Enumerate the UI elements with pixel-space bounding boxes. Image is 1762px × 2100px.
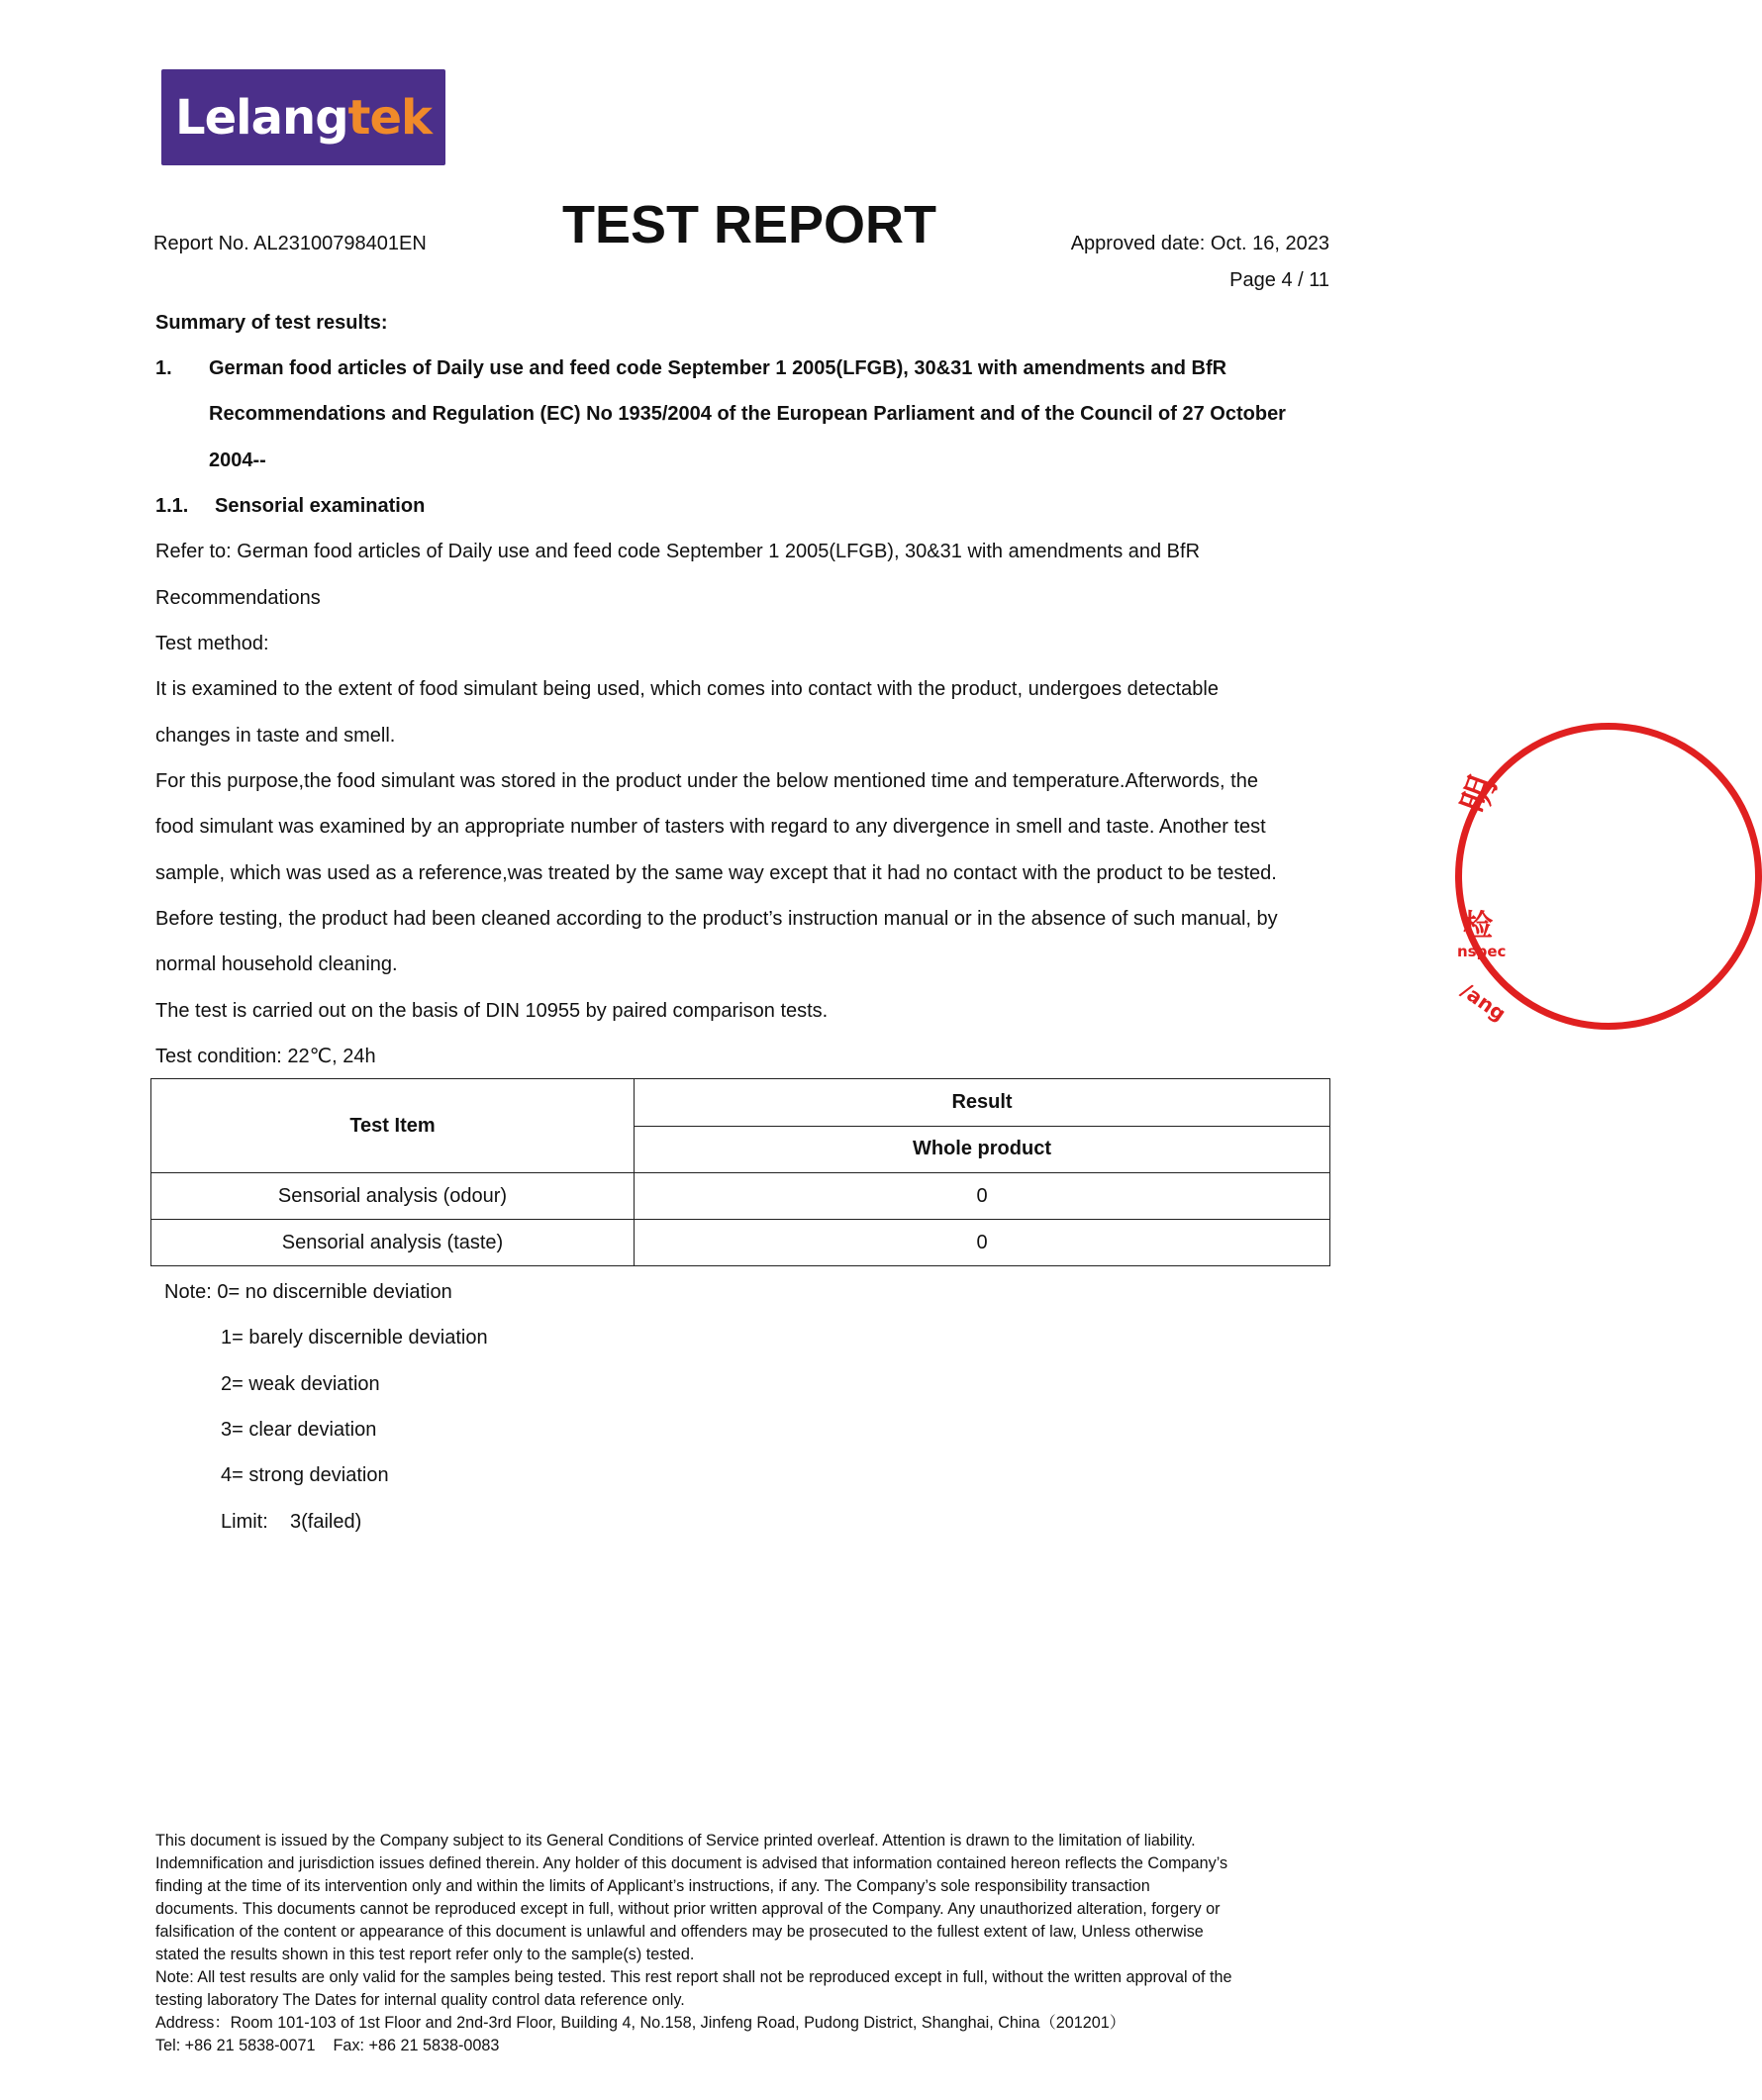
paragraph-line: It is examined to the extent of food simulant being used, which comes into contact with the product, undergoes detectable	[155, 678, 1219, 700]
note-line: Limit: 3(failed)	[221, 1511, 362, 1533]
footer-address: Address：Room 101-103 of 1st Floor and 2nd-3rd Floor, Building 4, No.158, Jinfeng Road, Pudong District, Shanghai, China（201201）	[155, 2014, 1126, 2032]
summary-heading: Summary of test results:	[155, 312, 388, 334]
table-row	[151, 1173, 1330, 1220]
subsection-title: Sensorial examination	[215, 495, 426, 517]
paragraph-line: Test method:	[155, 633, 269, 654]
footer-line: finding at the time of its intervention only and within the limits of Applicant’s instructions, if any. The Company’s sole responsibility transaction	[155, 1877, 1150, 1895]
row-item: Sensorial analysis (odour)	[151, 1173, 635, 1220]
footer-contact: Tel: +86 21 5838-0071 Fax: +86 21 5838-0083	[155, 2037, 500, 2054]
footer-line: Note: All test results are only valid for the samples being tested. This rest report shall not be reproduced except in full, without the written approval of the	[155, 1968, 1232, 1986]
section-title-line: Recommendations and Regulation (EC) No 1935/2004 of the European Parliament and of the Council of 27 October	[209, 403, 1286, 425]
header-test-item: Test Item	[151, 1079, 635, 1173]
company-logo	[161, 69, 445, 165]
company-seal	[1455, 723, 1762, 1030]
table-row	[151, 1220, 1330, 1266]
note-line: 1= barely discernible deviation	[221, 1327, 488, 1349]
note-line: Note: 0= no discernible deviation	[164, 1281, 452, 1303]
paragraph-line: Before testing, the product had been cleaned according to the product’s instruction manual or in the absence of such manual, by	[155, 908, 1278, 930]
footer-disclaimer	[155, 1830, 1338, 2057]
page-title: TEST REPORT	[562, 195, 937, 254]
logo-text-main: Lelang	[175, 89, 348, 146]
section-number: 1.	[155, 357, 172, 379]
paragraph-line: sample, which was used as a reference,was treated by the same way except that it had no contact with the product to be tested.	[155, 862, 1277, 884]
paragraph-line: changes in taste and smell.	[155, 725, 396, 747]
logo-text-accent: tek	[347, 89, 432, 146]
paragraph-line: The test is carried out on the basis of DIN 10955 by paired comparison tests.	[155, 1000, 829, 1022]
note-line: 4= strong deviation	[221, 1464, 389, 1486]
seal-char: 检	[1463, 909, 1493, 944]
footer-line: testing laboratory The Dates for internal quality control data reference only.	[155, 1991, 685, 2009]
approved-date: Approved date: Oct. 16, 2023	[1070, 233, 1329, 254]
report-number: Report No. AL23100798401EN	[153, 233, 427, 254]
paragraph-line: Recommendations	[155, 587, 321, 609]
subsection-number: 1.1.	[155, 495, 189, 517]
row-value: 0	[635, 1173, 1330, 1220]
logo-text	[175, 90, 432, 146]
paragraph-line: food simulant was examined by an appropriate number of tasters with regard to any divergence in smell and taste. Another test	[155, 816, 1266, 838]
paragraph-line: For this purpose,the food simulant was stored in the product under the below mentioned time and temperature.Afterwords, the	[155, 770, 1258, 792]
results-table	[150, 1078, 1330, 1266]
footer-line: stated the results shown in this test report refer only to the sample(s) tested.	[155, 1946, 695, 1963]
footer-line: This document is issued by the Company subject to its General Conditions of Service printed overleaf. Attention is drawn to the limitation of liability.	[155, 1832, 1196, 1850]
section-title-line: 2004--	[209, 450, 266, 471]
footer-line: Indemnification and jurisdiction issues defined therein. Any holder of this document is advised that information contained hereon reflects the Company’s	[155, 1854, 1228, 1872]
table-header-row	[151, 1079, 1330, 1127]
page-number: Page 4 / 11	[1229, 269, 1329, 291]
footer-line: documents. This documents cannot be reproduced except in full, without prior written approval of the Company. Any unauthorized alteration, forgery or	[155, 1900, 1221, 1918]
paragraph-line: Test condition: 22℃, 24h	[155, 1046, 376, 1067]
header-whole-product: Whole product	[635, 1126, 1330, 1173]
seal-char: /ang	[1456, 978, 1511, 1026]
row-value: 0	[635, 1220, 1330, 1266]
seal-char: 明	[1454, 770, 1506, 819]
note-line: 3= clear deviation	[221, 1419, 377, 1441]
seal-char: nspec	[1457, 943, 1507, 960]
paragraph-line: normal household cleaning.	[155, 953, 398, 975]
section-title-line: German food articles of Daily use and feed code September 1 2005(LFGB), 30&31 with amendments and BfR	[209, 357, 1227, 379]
header-result: Result	[635, 1079, 1330, 1127]
note-line: 2= weak deviation	[221, 1373, 380, 1395]
paragraph-line: Refer to: German food articles of Daily use and feed code September 1 2005(LFGB), 30&31 with amendments and BfR	[155, 541, 1201, 562]
footer-line: falsification of the content or appearance of this document is unlawful and offenders may be prosecuted to the fullest extent of law, Unless otherwise	[155, 1923, 1204, 1941]
row-item: Sensorial analysis (taste)	[151, 1220, 635, 1266]
